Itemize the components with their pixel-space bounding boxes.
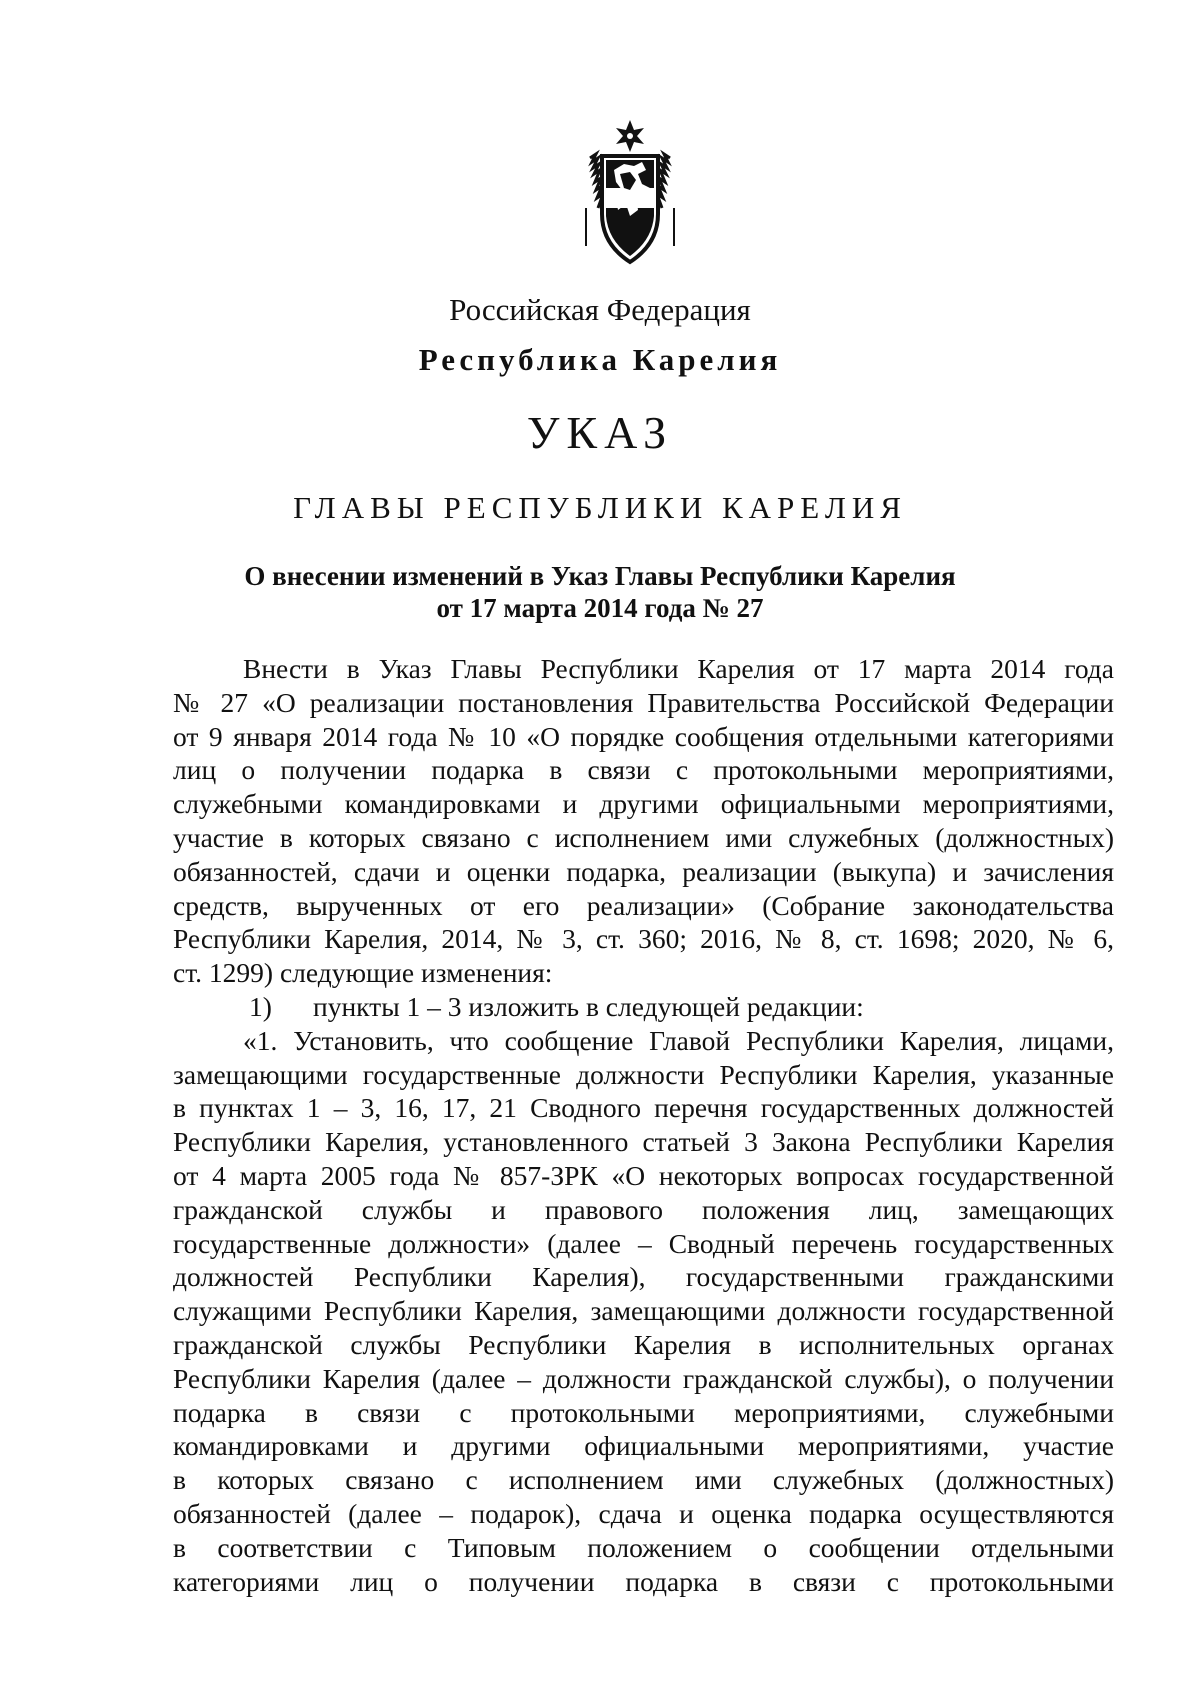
body-line: подарка в связи с протокольными мероприятиями, служебными xyxy=(173,1396,1114,1428)
republic-name: Республика Карелия xyxy=(418,342,782,377)
body-line: ст. 1299) следующие изменения: xyxy=(173,957,553,989)
body-line: гражданской службы Республики Карелия в исполнительных органах xyxy=(173,1328,1114,1360)
body-line: в которых связано с исполнением ими служебных (должностных) xyxy=(173,1464,1114,1496)
body-line: обязанностей (далее – подарок), сдача и оценка подарка осуществляются xyxy=(173,1497,1114,1529)
body-line: служащими Республики Карелия, замещающими должности государственной xyxy=(173,1295,1114,1327)
title-line: от 17 марта 2014 года № 27 xyxy=(436,593,764,623)
body-line: Республики Карелия, установленного статьей 3 Закона Республики Карелия xyxy=(173,1126,1114,1158)
body-line: Республики Карелия, 2014, № 3, ст. 360; 2016, № 8, ст. 1698; 2020, № 6, xyxy=(173,923,1114,955)
document-body xyxy=(173,652,1114,1598)
issuer-name: ГЛАВЫ РЕСПУБЛИКИ КАРЕЛИЯ xyxy=(293,490,907,525)
body-line: средств, вырученных от его реализации» (Собрание законодательства xyxy=(173,889,1114,921)
body-line: от 4 марта 2005 года № 857-ЗРК «О некоторых вопросах государственной xyxy=(173,1159,1114,1191)
body-line: в соответствии с Типовым положением о сообщении отдельными xyxy=(173,1531,1114,1563)
title-line: О внесении изменений в Указ Главы Республики Карелия xyxy=(244,561,956,591)
body-line: служебными командировками и другими официальными мероприятиями, xyxy=(173,788,1114,820)
body-line: «1. Установить, что сообщение Главой Республики Карелия, лицами, xyxy=(243,1024,1114,1056)
body-line: должностей Республики Карелия), государственными гражданскими xyxy=(173,1261,1114,1293)
body-line: от 9 января 2014 года № 10 «О порядке сообщения отдельными категориями xyxy=(173,720,1114,752)
country-name: Российская Федерация xyxy=(449,292,751,327)
body-line: участие в которых связано с исполнением ими служебных (должностных) xyxy=(173,821,1114,853)
body-line: категориями лиц о получении подарка в связи с протокольными xyxy=(173,1565,1114,1597)
body-line: № 27 «О реализации постановления Правительства Российской Федерации xyxy=(173,686,1114,718)
body-line: государственные должности» (далее – Сводный перечень государственных xyxy=(173,1227,1114,1259)
body-line: замещающими государственные должности Республики Карелия, указанные xyxy=(173,1058,1114,1090)
body-line: гражданской службы и правового положения лиц, замещающих xyxy=(173,1193,1114,1225)
list-item-number: 1) xyxy=(249,990,272,1022)
body-line: Республики Карелия (далее – должности гражданской службы), о получении xyxy=(173,1362,1114,1394)
karelia-coat-of-arms-icon xyxy=(580,118,680,268)
body-line: в пунктах 1 – 3, 16, 17, 21 Сводного перечня государственных должностей xyxy=(173,1092,1114,1124)
body-line: лиц о получении подарка в связи с протокольными мероприятиями, xyxy=(173,754,1114,786)
body-line: командировками и другими официальными мероприятиями, участие xyxy=(173,1430,1114,1462)
body-line: обязанностей, сдачи и оценки подарка, реализации (выкупа) и зачисления xyxy=(173,855,1114,887)
list-item-text: пункты 1 – 3 изложить в следующей редакции: xyxy=(313,990,864,1022)
list-item xyxy=(173,990,1114,1024)
document-title xyxy=(0,560,1200,624)
document-type: УКАЗ xyxy=(526,407,674,458)
body-line: Внести в Указ Главы Республики Карелия от 17 марта 2014 года xyxy=(243,653,1114,684)
